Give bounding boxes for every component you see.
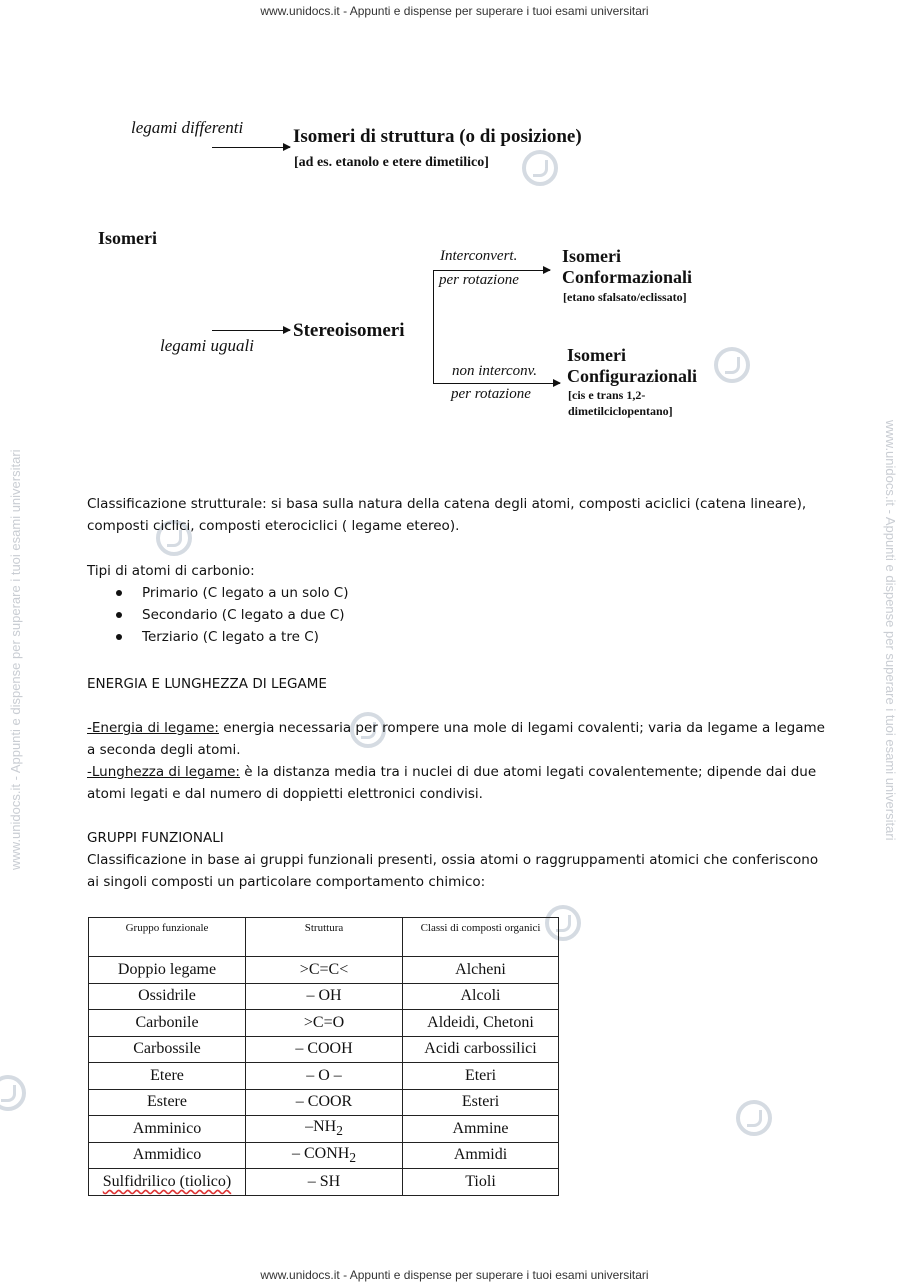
table-header-cell: Struttura	[246, 918, 403, 957]
table-cell-structure	[246, 1142, 403, 1169]
footer-text: www.unidocs.it - Appunti e dispense per superare i tuoi esami universitari	[260, 1268, 649, 1282]
configurational-example-2: dimetilciclopentano]	[568, 404, 673, 418]
table-cell-class: Alcoli	[403, 983, 559, 1010]
table-row	[89, 1169, 559, 1196]
structure-formula: –NH	[305, 1118, 337, 1136]
functional-groups-heading: GRUPPI FUNZIONALI	[87, 830, 224, 846]
list-item: Secondario (C legato a due C)	[87, 604, 827, 626]
table-cell-group: Estere	[89, 1089, 246, 1116]
label-non-interconv: non interconv.	[452, 363, 537, 379]
functional-groups-description: Classificazione in base ai gruppi funzionali presenti, ossia atomi o raggruppamenti atomici che conferiscono ai singoli composti un particolare comportamento chimico:	[87, 852, 819, 890]
structure-formula: C=C	[308, 960, 340, 978]
table-cell-structure: – O –	[246, 1063, 403, 1090]
list-item: Primario (C legato a un solo C)	[87, 582, 827, 604]
conformational-title-2: Conformazionali	[562, 267, 692, 287]
table-cell-group: Etere	[89, 1063, 246, 1090]
energy-paragraph	[87, 717, 827, 805]
label-per-rotazione-2: per rotazione	[451, 386, 531, 402]
structure-formula: – CONH	[291, 1144, 350, 1162]
table-cell-structure	[246, 1116, 403, 1143]
label-legami-uguali: legami uguali	[160, 336, 254, 355]
functional-groups-table	[88, 917, 559, 1196]
table-row	[89, 957, 559, 984]
energy-heading-text: ENERGIA E LUNGHEZZA DI LEGAME	[87, 676, 327, 692]
table-cell-group: Carbonile	[89, 1010, 246, 1037]
configurational-example-1: [cis e trans 1,2-	[568, 388, 646, 402]
table-cell-structure: – COOR	[246, 1089, 403, 1116]
configurational-title-2: Configurazionali	[567, 366, 698, 386]
table-cell-group: Ammidico	[89, 1142, 246, 1169]
conformational-title-1: Isomeri	[562, 246, 621, 266]
stereoisomers-title: Stereoisomeri	[293, 320, 405, 341]
watermark-logo-icon	[0, 1075, 26, 1111]
arrow-to-stereo	[212, 330, 290, 331]
watermark-logo-icon	[714, 347, 750, 383]
energy-definition: energia necessaria per rompere una mole di legami covalenti; varia da legame a legame a seconda degli atomi.	[87, 720, 825, 758]
structural-isomers-example: [ad es. etanolo e etere dimetilico]	[294, 155, 489, 170]
table-cell-class: Esteri	[403, 1089, 559, 1116]
configurational-title-1: Isomeri	[567, 345, 626, 365]
table-row	[89, 1036, 559, 1063]
label-per-rotazione-1: per rotazione	[439, 272, 519, 288]
classification-text: Classificazione strutturale: si basa sulla natura della catena degli atomi, composti aciclici (catena lineare), composti ciclici, composti eterociclici ( legame etereo).	[87, 496, 807, 534]
table-cell-class: Acidi carbossilici	[403, 1036, 559, 1063]
page-footer	[0, 1268, 909, 1282]
table-cell-structure: – COOH	[246, 1036, 403, 1063]
carbon-types-section	[87, 560, 827, 648]
structure-formula: C=O	[312, 1013, 345, 1031]
carbon-types-title: Tipi di atomi di carbonio:	[87, 563, 255, 579]
watermark-logo-icon	[736, 1100, 772, 1136]
carbonyl-bond-icon: >	[303, 1013, 313, 1031]
label-interconvert: Interconvert.	[440, 248, 518, 264]
table-cell-class: Ammidi	[403, 1142, 559, 1169]
table-header-row	[89, 918, 559, 957]
table-header-cell: Gruppo funzionale	[89, 918, 246, 957]
table-cell-class: Eteri	[403, 1063, 559, 1090]
functional-groups-section	[87, 827, 827, 893]
table-cell-class: Ammine	[403, 1116, 559, 1143]
table-cell-group: Amminico	[89, 1116, 246, 1143]
table-cell-group: Doppio legame	[89, 957, 246, 984]
side-watermark-right: www.unidocs.it - Appunti e dispense per superare i tuoi esami universitari	[883, 420, 898, 841]
table-row	[89, 1063, 559, 1090]
table-cell-group: Carbossile	[89, 1036, 246, 1063]
length-term: -Lunghezza di legame:	[87, 764, 240, 780]
conformational-example: [etano sfalsato/eclissato]	[563, 290, 687, 304]
table-cell-class: Aldeidi, Chetoni	[403, 1010, 559, 1037]
table-cell-structure	[246, 1010, 403, 1037]
page-header	[0, 4, 909, 18]
structure-subscript: 2	[336, 1123, 343, 1139]
list-item: Terziario (C legato a tre C)	[87, 626, 827, 648]
arrow-to-structural	[212, 147, 290, 148]
table-cell-class: Tioli	[403, 1169, 559, 1196]
table-cell-group: Ossidrile	[89, 983, 246, 1010]
table-cell-structure: – OH	[246, 983, 403, 1010]
header-text: www.unidocs.it - Appunti e dispense per superare i tuoi esami universitari	[260, 4, 649, 18]
table-row	[89, 983, 559, 1010]
arrow-to-configurational	[433, 383, 560, 384]
watermark-logo-icon	[522, 150, 558, 186]
carbon-types-list	[87, 582, 827, 648]
double-bond-right-icon: <	[339, 960, 349, 978]
table-cell-structure: – SH	[246, 1169, 403, 1196]
classification-paragraph	[87, 493, 827, 537]
structure-subscript: 2	[349, 1149, 356, 1165]
table-row	[89, 1010, 559, 1037]
double-bond-left-icon: >	[299, 960, 309, 978]
arrow-to-conformational	[433, 270, 550, 271]
branch-vertical-line	[433, 270, 434, 383]
table-row	[89, 1089, 559, 1116]
energy-heading	[87, 673, 827, 695]
structural-isomers-title: Isomeri di struttura (o di posizione)	[293, 126, 582, 147]
table-row	[89, 1116, 559, 1143]
table-row	[89, 1142, 559, 1169]
label-legami-differenti: legami differenti	[131, 118, 244, 137]
length-definition: è la distanza media tra i nuclei di due atomi legati covalentemente; dipende dai due atomi legati e dal numero di doppietti elettronici condivisi.	[87, 764, 817, 802]
table-header-cell: Classi di composti organici	[403, 918, 559, 957]
energy-term: -Energia di legame:	[87, 720, 219, 736]
table-cell-class: Alcheni	[403, 957, 559, 984]
isomers-root-title: Isomeri	[98, 228, 157, 248]
table-cell-structure	[246, 957, 403, 984]
table-cell-group	[89, 1169, 246, 1196]
group-name: Sulfidrilico (tiolico)	[102, 1172, 232, 1190]
side-watermark-left: www.unidocs.it - Appunti e dispense per superare i tuoi esami universitari	[8, 449, 23, 870]
